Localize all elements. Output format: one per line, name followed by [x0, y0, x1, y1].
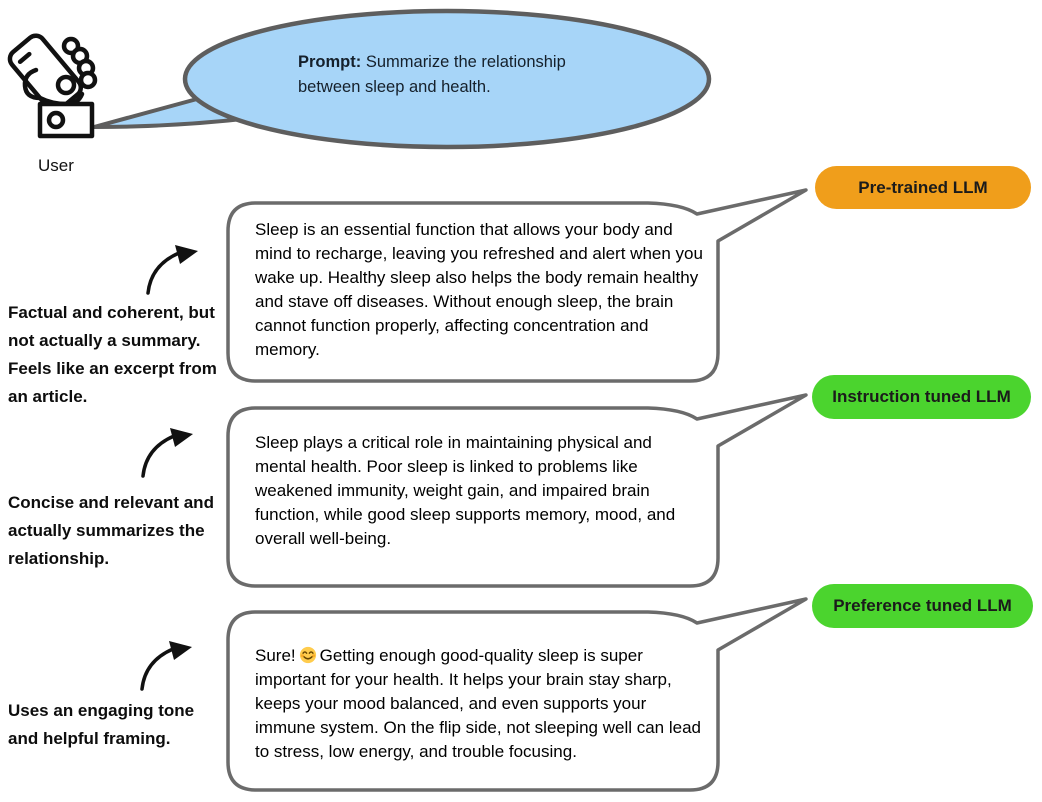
annotation-instruction: Concise and relevant and actually summarizes the relationship.: [8, 493, 214, 568]
prompt-body: Summarize the relationship between sleep and health.: [298, 53, 566, 96]
prompt-text: [298, 50, 604, 100]
prompt-label: Prompt:: [298, 53, 362, 71]
annotation-preference: Uses an engaging tone and helpful framing.: [8, 701, 195, 748]
annotation-arrow-pretrained: [148, 245, 198, 293]
annotation-arrow-preference: [142, 641, 192, 689]
response-text-after-emoji: Getting enough good-quality sleep is super important for your health. It helps your brain stay sharp, keeps your mood balanced, and even supports your immune system. On the flip side, not sleeping well can lead to stress, low energy, and trouble focusing.: [255, 646, 702, 761]
smiling-face-emoji: [299, 646, 317, 664]
badge-preference-tuned-llm: Preference tuned LLM: [812, 584, 1033, 628]
user-label: User: [38, 156, 74, 175]
response-text-before-emoji: Sure!: [255, 646, 296, 665]
user-icon: [6, 32, 95, 136]
badge-instruction-tuned-llm: Instruction tuned LLM: [812, 375, 1031, 419]
response-text-instruction: Sleep plays a critical role in maintaining physical and mental health. Poor sleep is linked to problems like weakened immunity, weight gain, and impaired brain function, while good sleep supports memory, mood, and overall well-being.: [255, 433, 676, 548]
response-text-pretrained: Sleep is an essential function that allows your body and mind to recharge, leaving you refreshed and alert when you wake up. Healthy sleep also helps the body remain healthy and stave off diseases. Without enough sleep, the brain cannot function properly, affecting concentration and memory.: [255, 220, 703, 359]
annotation-pretrained: Factual and coherent, but not actually a summary. Feels like an excerpt from an article.: [8, 303, 217, 406]
annotation-arrow-instruction: [143, 428, 193, 476]
badge-pretrained-llm: Pre-trained LLM: [815, 166, 1031, 209]
response-text-preference: [255, 644, 707, 764]
